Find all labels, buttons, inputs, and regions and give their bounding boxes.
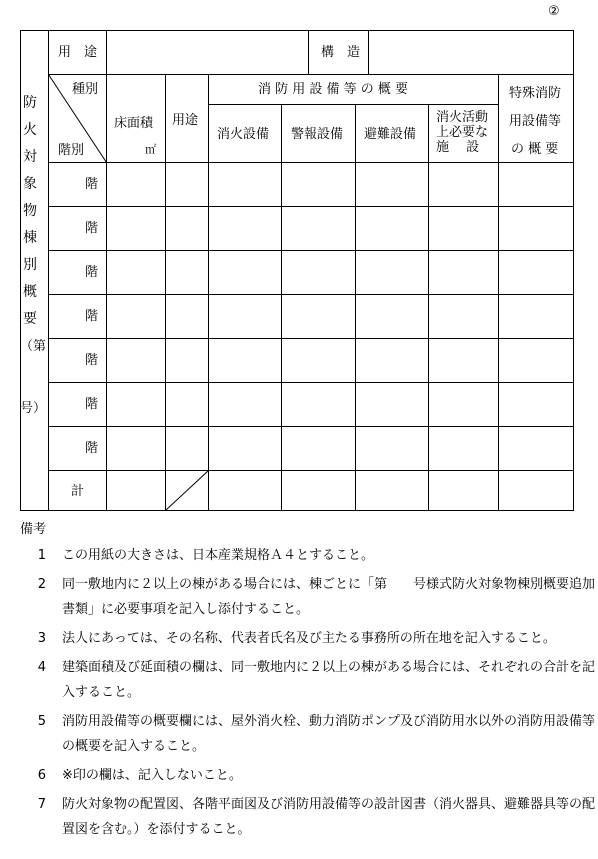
note-item bbox=[20, 655, 595, 705]
note-number: 5 bbox=[37, 714, 46, 729]
side-title-char: 象 bbox=[23, 176, 37, 192]
firefighting-label-1: 消火活動 bbox=[436, 110, 489, 125]
side-title-char: 対 bbox=[23, 149, 37, 165]
note-number: 4 bbox=[37, 660, 46, 675]
note-number: 3 bbox=[37, 631, 46, 646]
note-text: 建築面積及び延面積の欄は、同一敷地内に２以上の棟がある場合には、それぞれの合計を記入すること。 bbox=[62, 660, 596, 700]
floor-row-label: 階 bbox=[85, 265, 99, 280]
special-label-3: の 概 要 bbox=[511, 142, 559, 157]
evacuation-label: 避難設備 bbox=[364, 127, 417, 142]
floor-area-label: 床面積 bbox=[114, 116, 154, 131]
firefighting-label-3: 施 設 bbox=[436, 140, 480, 155]
overview-label: 消 防 用 設 備 等 の 概 要 bbox=[258, 82, 409, 97]
note-text: 同一敷地内に２以上の棟がある場合には、棟ごとに「第 号様式防火対象物棟別概要追加書類」に必要事項を記入し添付すること。 bbox=[62, 577, 596, 617]
side-title-char: 棟 bbox=[23, 230, 37, 246]
note-item bbox=[20, 572, 595, 622]
note-text: 防火対象物の配置図、各階平面図及び消防用設備等の設計図書（消火器具、避難器具等の配置図を含む。）を添付すること。 bbox=[62, 797, 596, 837]
side-title bbox=[20, 92, 47, 424]
notes-title: 備考 bbox=[20, 522, 47, 537]
side-title-char: 号） bbox=[20, 401, 47, 416]
note-text: 消防用設備等の概要欄には、屋外消火栓、動力消防ポンプ及び消防用水以外の消防用設備等の概要を記入すること。 bbox=[62, 714, 596, 754]
floor-row-label: 階 bbox=[85, 177, 99, 192]
floor-row-label: 階 bbox=[85, 309, 99, 324]
alarm-label: 警報設備 bbox=[291, 127, 344, 142]
floor-area-unit: ㎡ bbox=[145, 143, 156, 156]
floor-row-label: 階 bbox=[85, 397, 99, 412]
note-item bbox=[20, 709, 595, 759]
firefighting-label-2: 上必要な bbox=[436, 125, 489, 140]
note-text: この用紙の大きさは、日本産業規格Ａ４とすること。 bbox=[62, 548, 375, 563]
total-diagonal bbox=[166, 471, 209, 511]
side-title-char: 概 bbox=[23, 284, 37, 300]
use-column-label: 用途 bbox=[172, 113, 199, 128]
note-number: 7 bbox=[37, 797, 46, 812]
note-text: ※印の欄は、記入しないこと。 bbox=[62, 768, 242, 783]
side-title-char: 防 bbox=[23, 95, 37, 111]
note-item bbox=[20, 543, 595, 568]
side-title-char: 要 bbox=[23, 311, 37, 327]
table-border bbox=[21, 31, 574, 511]
note-item bbox=[20, 626, 595, 651]
notes-section bbox=[20, 518, 595, 846]
note-number: 6 bbox=[37, 768, 46, 783]
type-label: 種別 bbox=[72, 82, 99, 97]
note-text: 法人にあっては、その名称、代表者氏名及び主たる事務所の所在地を記入すること。 bbox=[62, 631, 556, 646]
side-title-char: 火 bbox=[23, 122, 37, 138]
floor-label: 階別 bbox=[58, 143, 85, 158]
page-mark: ② bbox=[548, 4, 560, 19]
floor-row-label: 階 bbox=[85, 221, 99, 236]
fire-extinguishing-label: 消火設備 bbox=[217, 127, 270, 142]
floor-row-label: 階 bbox=[85, 353, 99, 368]
note-item bbox=[20, 792, 595, 842]
note-number: 2 bbox=[37, 577, 46, 592]
special-label-2: 用設備等 bbox=[509, 114, 562, 129]
side-title-char: （第 bbox=[20, 339, 47, 354]
use-label: 用 途 bbox=[58, 45, 98, 60]
total-label: 計 bbox=[71, 484, 85, 499]
structure-label: 構 造 bbox=[321, 45, 361, 60]
side-title-char: 物 bbox=[23, 203, 37, 219]
special-label-1: 特殊消防 bbox=[509, 86, 562, 101]
side-title-char: 別 bbox=[23, 257, 37, 273]
note-number: 1 bbox=[37, 548, 46, 563]
floor-row-label: 階 bbox=[85, 441, 99, 456]
note-item bbox=[20, 763, 595, 788]
